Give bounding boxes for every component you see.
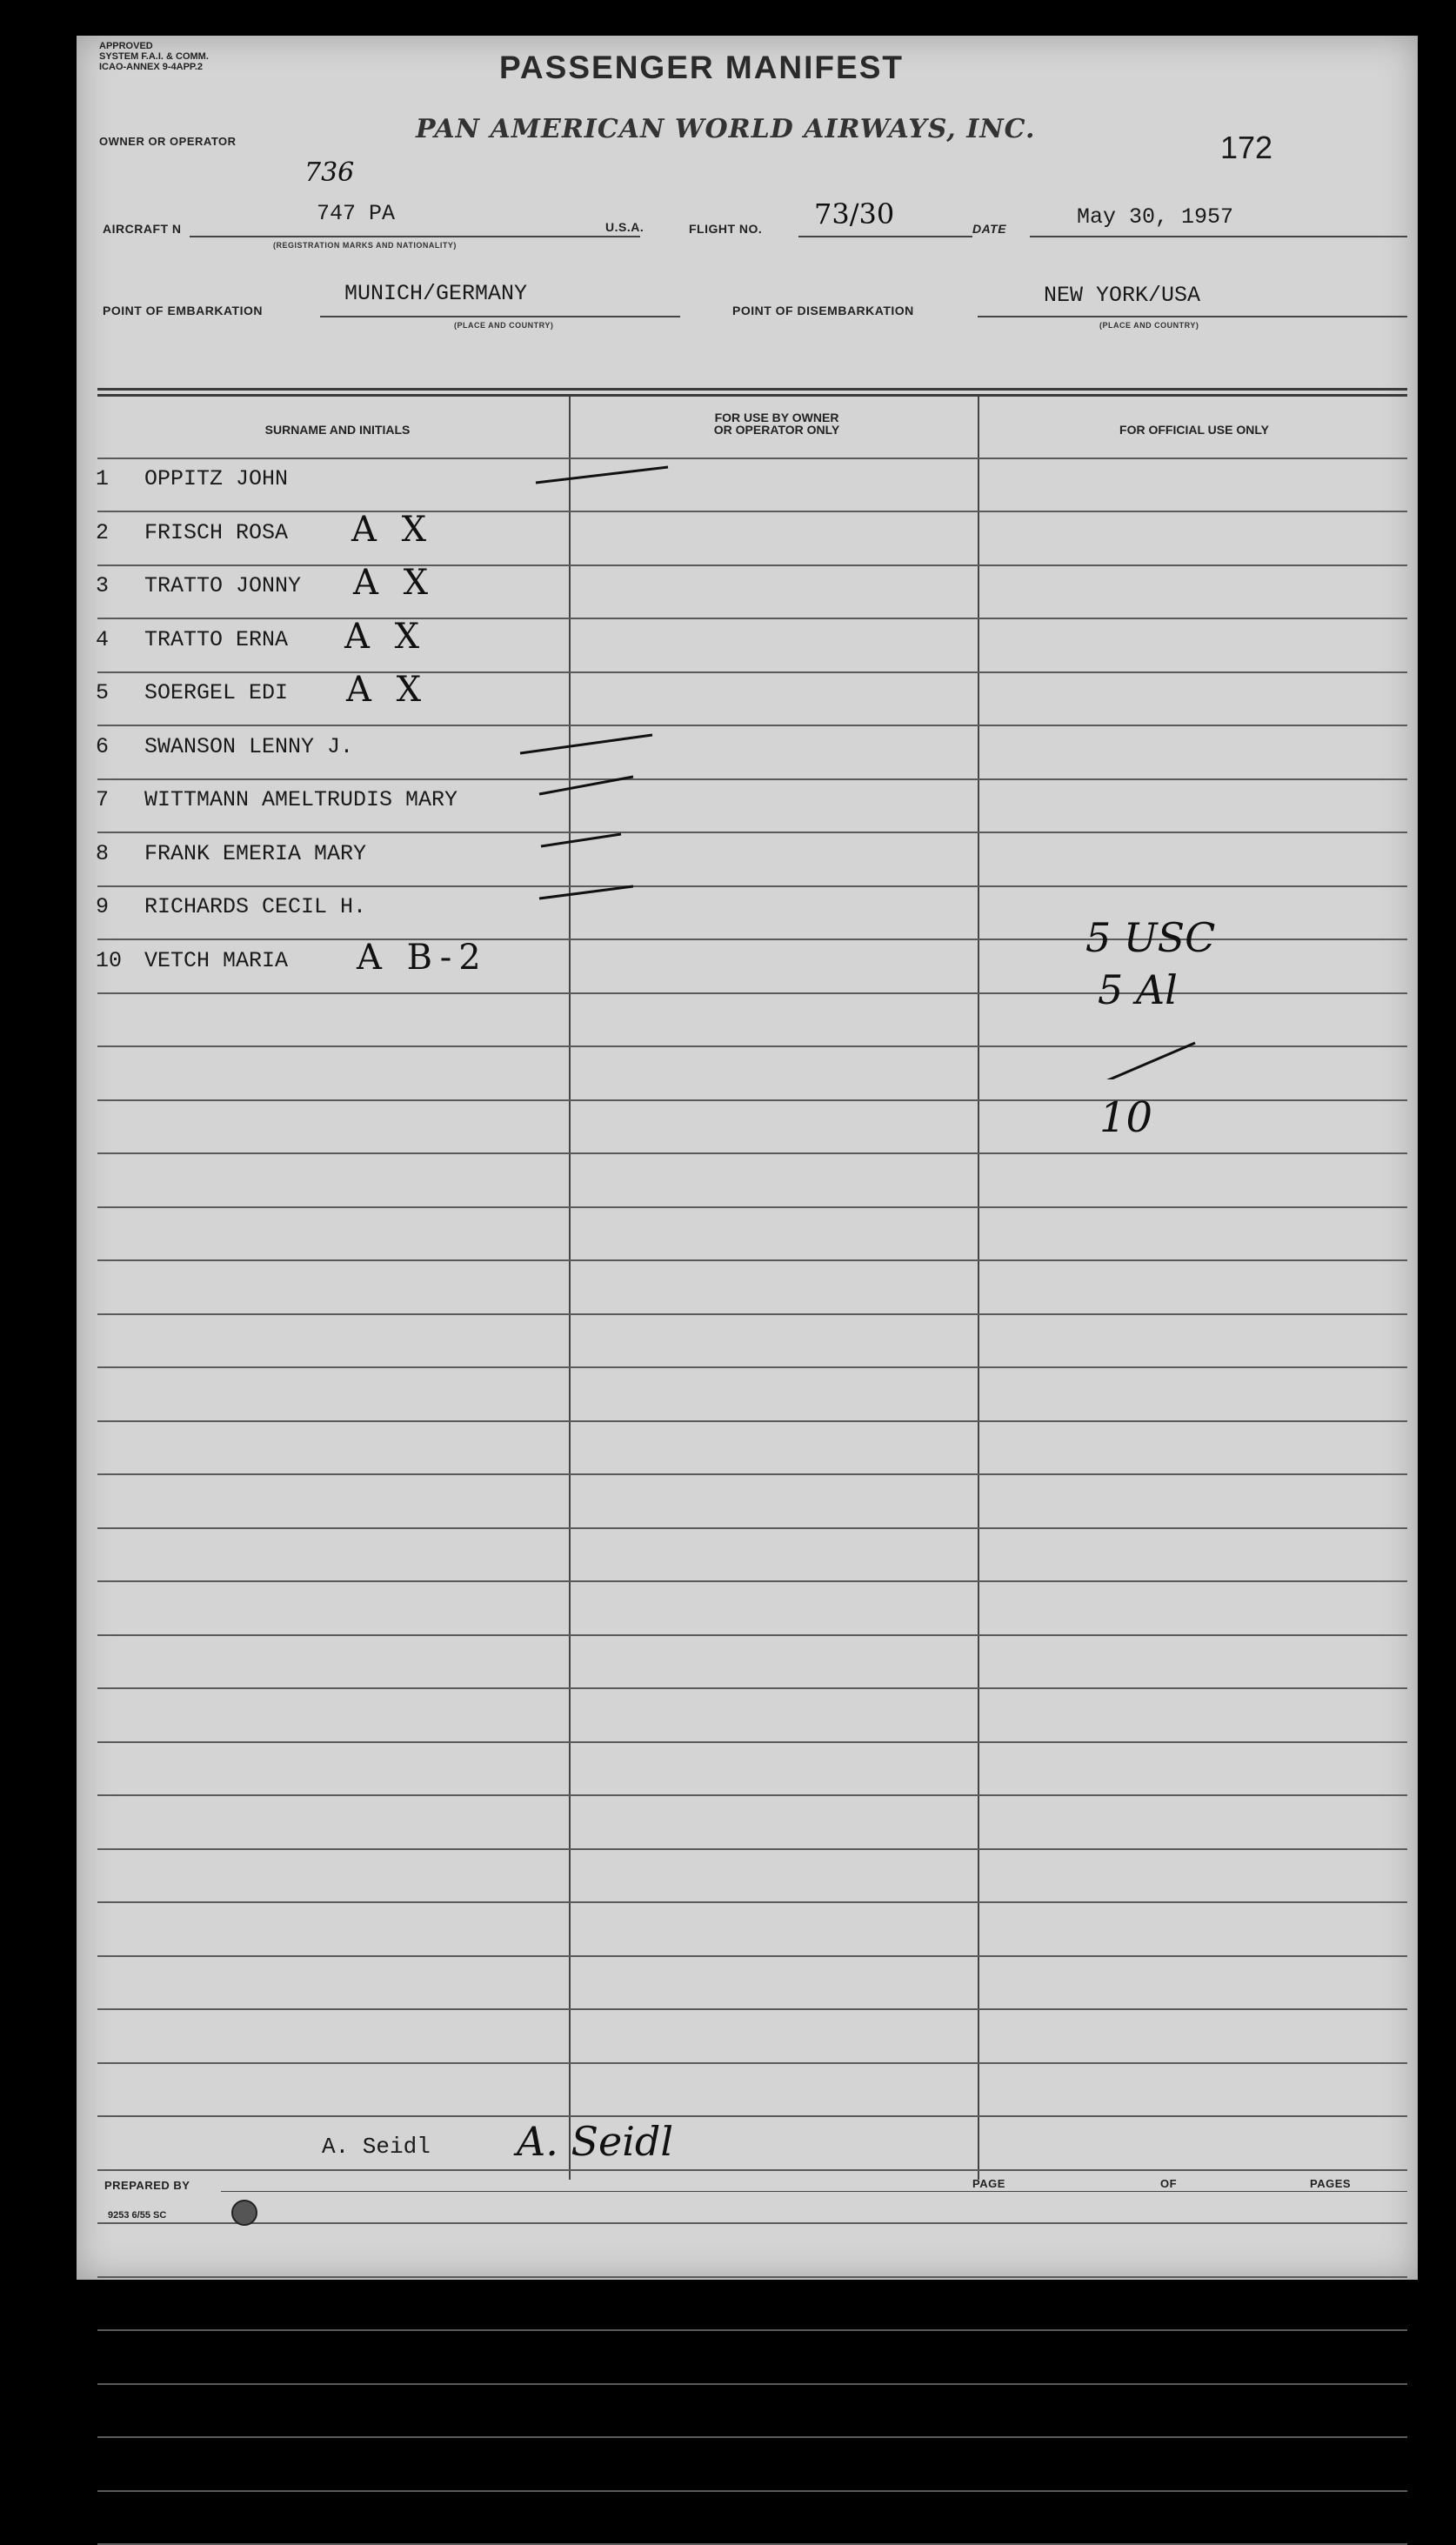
row-rule [97, 2062, 1407, 2064]
row-rule [97, 1206, 1407, 1208]
aircraft-handwritten-number: 736 [304, 157, 355, 188]
row-rule [97, 2436, 1407, 2438]
pages-label: PAGES [1310, 2177, 1352, 2190]
passenger-mark: A X [353, 563, 436, 603]
disembarkation-label: POINT OF DISEMBARKATION [732, 304, 914, 317]
form-code: 9253 6/55 SC [108, 2210, 167, 2221]
approved-line: APPROVED [99, 41, 153, 51]
row-rule [97, 2490, 1407, 2492]
embarkation-value: MUNICH/GERMANY [344, 281, 528, 306]
owner-use-line: FOR USE BY OWNER [714, 411, 839, 424]
passenger-number: 9 [96, 894, 110, 919]
check-stroke [539, 886, 633, 898]
passenger-number: 6 [96, 733, 110, 759]
row-rule [97, 1366, 1407, 1368]
page-number: 172 [1220, 130, 1273, 165]
disembarkation-value: NEW YORK/USA [1044, 283, 1201, 308]
tally-line: 5 Al [1098, 966, 1178, 1013]
passenger-name: SOERGEL EDI [144, 680, 289, 705]
aircraft-label: AIRCRAFT N [103, 222, 182, 236]
approved-line: SYSTEM F.A.I. & COMM. [99, 51, 209, 62]
tally-line: 5 USC [1085, 914, 1216, 961]
owner-label: OWNER OR OPERATOR [99, 135, 237, 148]
passenger-name: RICHARDS CECIL H. [144, 894, 367, 919]
of-label: OF [1160, 2177, 1178, 2190]
row-rule [97, 2115, 1407, 2117]
check-stroke [536, 467, 668, 483]
passenger-number: 7 [96, 787, 110, 812]
passenger-mark: A B-2 [357, 937, 488, 978]
aircraft-caption: (REGISTRATION MARKS AND NATIONALITY) [273, 241, 457, 250]
embarkation-label: POINT OF EMBARKATION [103, 304, 263, 317]
passenger-name: FRANK EMERIA MARY [144, 840, 367, 866]
union-bug-icon [231, 2200, 257, 2226]
row-rule [97, 2008, 1407, 2010]
row-rule [97, 2329, 1407, 2331]
row-rule [97, 1794, 1407, 1796]
row-rule [97, 1099, 1407, 1101]
row-rule [97, 2222, 1407, 2224]
passenger-name: FRISCH ROSA [144, 519, 289, 545]
check-marks [77, 36, 1418, 1079]
row-rule [97, 1634, 1407, 1636]
passenger-mark: A X [344, 616, 427, 657]
page-title: PASSENGER MANIFEST [499, 50, 904, 85]
row-rule [97, 1473, 1407, 1475]
passenger-number: 5 [96, 680, 110, 705]
row-rule [97, 2169, 1407, 2171]
column-header-surname: SURNAME AND INITIALS [264, 423, 411, 437]
date-value: May 30, 1957 [1077, 204, 1234, 230]
manifest-page [77, 36, 1418, 2280]
row-rule [97, 1687, 1407, 1689]
passenger-name: TRATTO ERNA [144, 626, 289, 652]
row-rule [97, 1848, 1407, 1850]
row-rule [97, 1420, 1407, 1422]
passenger-number: 10 [96, 947, 123, 973]
row-rule [97, 1901, 1407, 1903]
embarkation-caption: (PLACE AND COUNTRY) [454, 321, 554, 330]
check-stroke [541, 834, 621, 846]
flight-value: 73/30 [814, 197, 895, 230]
row-rule [97, 1152, 1407, 1154]
approved-line: ICAO-ANNEX 9-4APP.2 [99, 62, 203, 72]
passenger-number: 3 [96, 573, 110, 598]
passenger-name: VETCH MARIA [144, 947, 289, 973]
date-label: DATE [972, 222, 1007, 236]
check-stroke [520, 735, 652, 753]
passenger-number: 1 [96, 466, 110, 491]
row-rule [97, 2276, 1407, 2278]
usa-label: U.S.A. [605, 220, 645, 234]
prepared-by-name: A. Seidl [322, 2134, 431, 2160]
page-label: PAGE [972, 2177, 1005, 2190]
passenger-name: OPPITZ JOHN [144, 466, 289, 491]
check-stroke [539, 777, 633, 794]
passenger-name: WITTMANN AMELTRUDIS MARY [144, 787, 458, 812]
flight-label: FLIGHT NO. [689, 222, 763, 236]
passenger-mark: A X [346, 670, 429, 710]
row-rule [97, 1527, 1407, 1529]
row-rule [97, 2383, 1407, 2385]
tally-slash [1061, 1043, 1195, 1079]
aircraft-value: 747 PA [317, 201, 396, 226]
row-rule [97, 1955, 1407, 1957]
passenger-name: TRATTO JONNY [144, 573, 302, 598]
passenger-number: 4 [96, 626, 110, 652]
row-rule [97, 1580, 1407, 1582]
prepared-by-signature: A. Seidl [517, 2118, 674, 2165]
row-rule [97, 1259, 1407, 1261]
company-name: PAN AMERICAN WORLD AIRWAYS, INC. [416, 114, 1036, 144]
passenger-number: 2 [96, 519, 110, 545]
passenger-mark: A X [351, 509, 434, 550]
passenger-number: 8 [96, 840, 110, 866]
owner-use-line: OR OPERATOR ONLY [713, 423, 840, 437]
prepared-by-label: PREPARED BY [104, 2179, 190, 2192]
row-rule [97, 1741, 1407, 1743]
passenger-name: SWANSON LENNY J. [144, 733, 354, 759]
tally-line: 10 [1099, 1093, 1153, 1142]
row-rule [97, 1313, 1407, 1315]
disembarkation-caption: (PLACE AND COUNTRY) [1099, 321, 1199, 330]
column-header-official-use: FOR OFFICIAL USE ONLY [1119, 423, 1269, 437]
